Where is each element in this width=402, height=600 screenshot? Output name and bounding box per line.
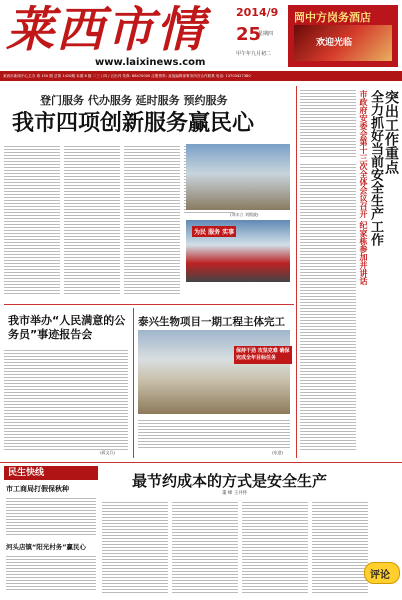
- side-headline-1: 突出工作重点: [383, 90, 399, 174]
- masthead-title: 莱西市情: [6, 2, 207, 58]
- story-3-photo: [138, 330, 290, 414]
- comment-badge-label: 评论: [370, 570, 390, 581]
- date-block: [236, 6, 282, 64]
- column-divider-2: [133, 308, 134, 458]
- comment-badge: [364, 562, 400, 584]
- livelihood-item-2-title[interactable]: 河头店镇“阳光村务”赢民心: [6, 543, 87, 551]
- commentary-byline: 董 峰 王井怀: [222, 491, 248, 496]
- lead-body-col-2: [64, 144, 120, 294]
- story-3-body: [138, 418, 290, 448]
- livelihood-item-2-body: [6, 554, 96, 592]
- livelihood-box: [4, 466, 98, 596]
- commentary: [102, 466, 400, 598]
- side-subhead: 市政府安委会第十三次全体会议召开 纪家栋参加并讲话: [359, 90, 368, 285]
- row-divider: [4, 304, 294, 305]
- issue-day: 25: [236, 24, 262, 45]
- story-2-body: [4, 348, 128, 450]
- livelihood-item-1-body: [6, 496, 96, 536]
- side-story: [298, 86, 400, 456]
- issue-date: 2014/9: [236, 6, 279, 19]
- commentary-headline: 最节约成本的方式是安全生产: [132, 472, 328, 490]
- commentary-col-4: [312, 500, 368, 594]
- livelihood-item-1-title[interactable]: 市工商局打假保秋种: [6, 485, 69, 493]
- side-headline-2: 全力抓好当前安全生产工作: [368, 90, 383, 246]
- commentary-col-1: [102, 500, 168, 594]
- lead-kicker: 登门服务 代办服务 延时服务 预约服务: [40, 94, 228, 107]
- lead-photo: [186, 144, 290, 210]
- story-3-byline: (东进): [272, 450, 284, 455]
- side-body-top: [300, 88, 356, 158]
- masthead-url[interactable]: www.laixinews.com: [95, 57, 206, 68]
- story-2-byline: (蒋文兵): [100, 450, 116, 455]
- lead-body-col-1: [4, 144, 60, 294]
- ad-title: 岡中方岗务酒店: [294, 11, 371, 24]
- livelihood-header: 民生快线: [4, 466, 98, 480]
- lead-body-col-3: [124, 144, 180, 294]
- story-2-headline: 我市举办“人民满意的公务员”事迹报告会: [8, 314, 126, 341]
- commentary-col-3: [242, 500, 308, 594]
- story-3-headline: 泰兴生物项目一期工程主体完工: [138, 316, 285, 328]
- story-2: [4, 308, 130, 458]
- story-3-photo-caption: 保持干劲 攻坚克难 确保完成全年目标任务: [234, 346, 292, 364]
- commentary-col-2: [172, 500, 238, 594]
- info-bar: [0, 71, 402, 81]
- lead-photo-2-label: 为民 服务 实事: [192, 226, 236, 237]
- lead-headline: 我市四项创新服务赢民心: [12, 111, 255, 136]
- column-divider: [296, 86, 297, 458]
- story-3: [136, 308, 294, 458]
- side-body-bottom: [300, 162, 356, 452]
- lunar-date: 甲午年九月初二: [236, 51, 272, 57]
- issue-weekday: 星期四: [258, 31, 274, 37]
- lead-photo-caption: (刘丰立 刘锁波): [230, 212, 259, 217]
- row-divider-2: [0, 462, 402, 463]
- lead-story: [4, 86, 294, 302]
- ad-sub: 欢迎光临: [316, 38, 353, 48]
- info-bar-text: 莱西市新闻中心主办 第 150 期 总第 1420期 本期 8 版 二三 / 四 / 五出刊 传真: 88470000 注册资料: 直接编辑部事务所在合作联系 电话: 13703427380: [3, 74, 251, 78]
- ad-banner[interactable]: [288, 5, 398, 67]
- masthead: [0, 0, 402, 70]
